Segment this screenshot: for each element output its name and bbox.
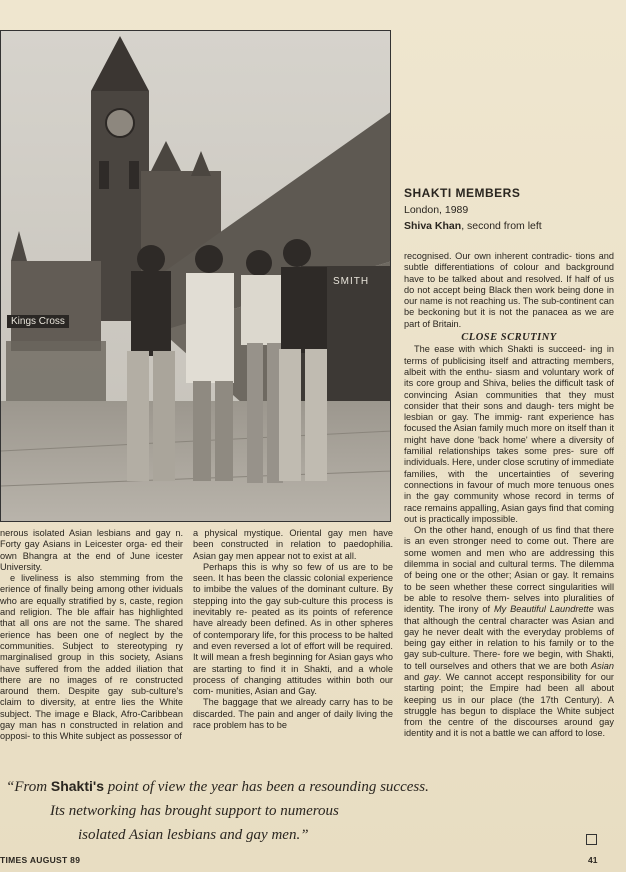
paragraph: recognised. Our own inherent contradic- tions and subtle differentiations of colour and background have to be talked about and resolved. If half of us do not accept being Black then work being done in our name is not reaching us. The sub-continent can be beckoning but it is not the panacea as we are part of Britain. xyxy=(404,251,614,329)
paragraph: The ease with which Shakti is succeed- ing in terms of publicising itself and attracting members, albeit with the enthu- siasm and voluntary work of its core group and Shiva, belies the difficult task of convincing Asian communities that they must consider that their sons and daugh- ters might be lesbian or gay. The immig- rant experience has focused the Asian family much more on itself than it might have done 'back home' where a diversity of familial relationships takes some pres- sure off individuals. Here, under close scrutiny of immediate families, with the uncertainties of severing connections in favour of much more tenuous ones in the gay community whose record in terms of race remains appalling, Asian gays find that coming out is practically impossible. xyxy=(404,344,614,524)
end-mark xyxy=(586,834,597,845)
pull-quote xyxy=(6,774,429,847)
quote-run: point of view the year has been a resounding success. xyxy=(104,779,429,795)
text-run: gay xyxy=(423,671,439,682)
quote-line-3: isolated Asian lesbians and gay men.” xyxy=(78,827,309,843)
paragraph: nerous isolated Asian lesbians and gay n. Forty gay Asians in Leicester orga- ed their own Bhangra at the end of June icester University. xyxy=(0,528,183,572)
caption-name-line xyxy=(404,220,614,232)
text-column-2 xyxy=(193,528,393,764)
caption-place-date: London, 1989 xyxy=(404,204,469,216)
kings-cross-sign: Kings Cross xyxy=(7,315,69,328)
text-run: On the other hand, enough of us find that there is an even stronger need to come out. There are some women and men who are addressing this dilemma in social and cultural terms. The dilemma of being one or the other; Asian or gay. It remains to be seen whether these correct singularities will be able to resolve them- selves into pluralities of identity. The irony of xyxy=(404,525,614,615)
footer-publication: TIMES AUGUST 89 xyxy=(0,855,81,865)
page-number: 41 xyxy=(588,855,598,865)
paragraph: a physical mystique. Oriental gay men have been constructed in relation to paedophilia. Asian gay men appear not to exist at all. xyxy=(193,528,393,561)
quote-line-2: Its networking has brought support to numerous xyxy=(50,803,339,819)
photo-caption xyxy=(404,186,614,232)
quote-line-1 xyxy=(6,774,429,799)
film-title: My Beautiful Laundrette xyxy=(493,604,594,615)
text-column-1 xyxy=(0,528,183,764)
group-photo xyxy=(0,30,391,522)
text-column-3 xyxy=(404,251,614,841)
text-run: . We cannot accept responsibility for our starting point; the Empire had been all about keeping us in our place (the 17th Century). A struggle has begun to displace the White subject from the centre of the discourses around gay identity and it is not a battle we can afford to lose. xyxy=(404,671,614,739)
text-run: was that although the central character was Asian and gay he never dealt with the everyday problems of being gay either in relation to his family or to the gay sub-culture. There- fore we begin, with Shakti, to tell ourselves and others that we are both xyxy=(404,604,614,671)
text-run: Asian xyxy=(591,660,614,671)
subheading: CLOSE SCRUTINY xyxy=(461,332,557,344)
paragraph: e liveliness is also stemming from the erience of finally being among other ividuals who are equally stratified by s, caste, region and religion. The ble affair has highlighted that all ons are not the same. The shared erience has been one of neglect by the communities. Subject to stereotyping ry marginalised group in this society, Asians have suffered from the added iliation that there are no images of re constructed around them. Despite gay sub-culture's claim to diversity, at entre lies the White subject. The image e Black, Afro-Caribbean gay man has n constructed in relation and opposi- to this White subject as possessor of xyxy=(0,573,183,742)
quote-run: “From xyxy=(6,779,51,795)
caption-name-suffix: , second from left xyxy=(461,220,542,232)
quote-emphasis: Shakti's xyxy=(50,778,105,794)
paragraph: The baggage that we already carry has to be discarded. The pain and anger of daily living the race problem has to be xyxy=(193,697,393,731)
text-run: and xyxy=(404,671,424,682)
paragraph xyxy=(404,525,614,740)
caption-name: Shiva Khan xyxy=(404,220,462,232)
caption-title: SHAKTI MEMBERS xyxy=(404,186,521,200)
smith-sign: SMITH xyxy=(333,276,370,287)
paragraph: Perhaps this is why so few of us are to be seen. It has been the classic colonial experience to imbibe the values of the dominant culture. By stepping into the gay sub-culture this process is inevitably re- peated as its points of reference have already been defined. As in other spheres of contemporary life, for this process to be halted and even reversed a lot of effort will be required. It will mean a fresh beginning for Asian gays who are starting to find it in Shakti, and a whole process of changing attitudes within both our com- munities, Asian and Gay. xyxy=(193,561,393,697)
